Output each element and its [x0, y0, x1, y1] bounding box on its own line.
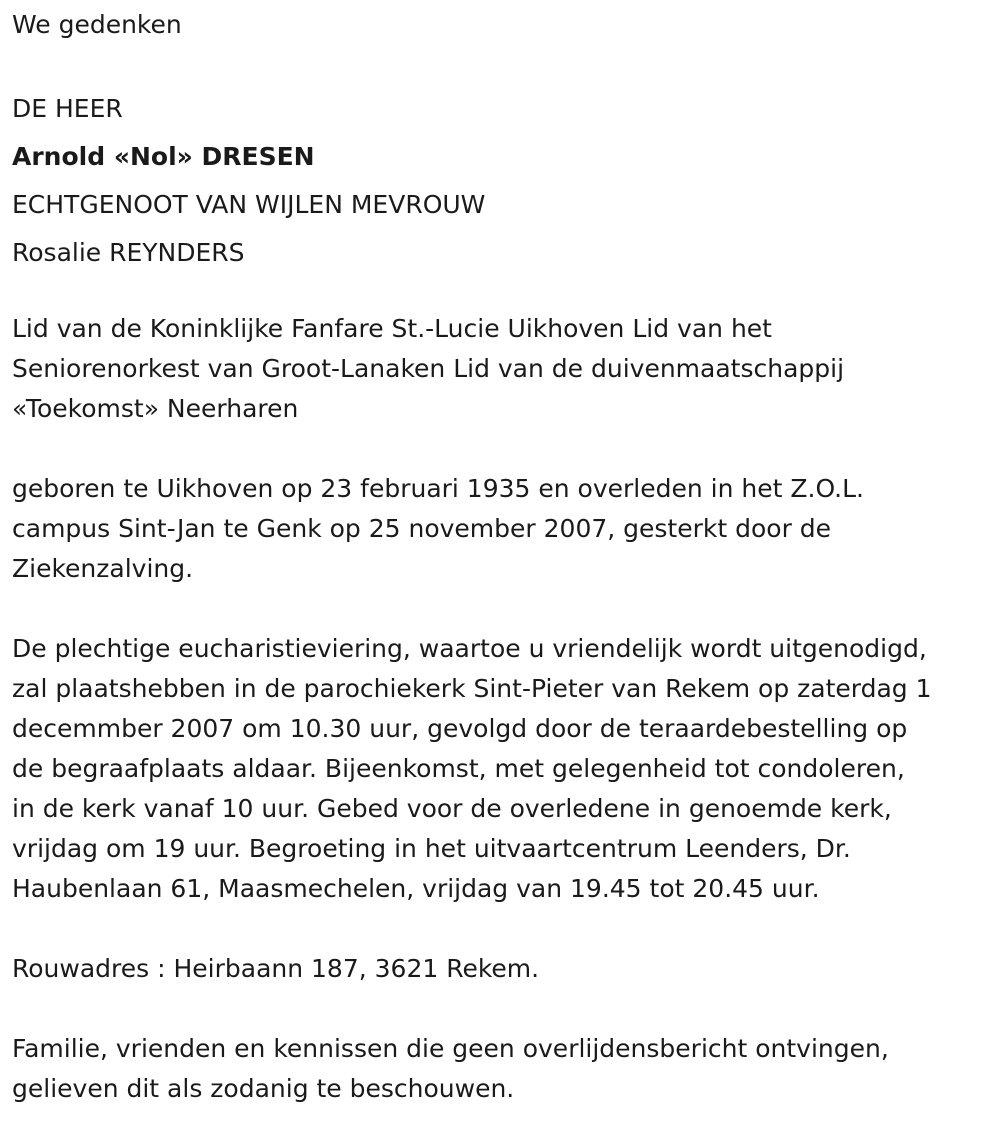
text-line: Haubenlaan 61, Maasmechelen, vrijdag van 19.45 tot 20.45 uur. — [12, 874, 820, 903]
spacer — [12, 909, 988, 949]
spacer — [12, 989, 988, 1029]
intro-text: We gedenken — [12, 10, 182, 39]
text-line: Seniorenorkest van Groot-Lanaken Lid van de duivenmaatschappij — [12, 354, 845, 383]
text-line: Familie, vrienden en kennissen die geen overlijdensbericht ontvingen, — [12, 1034, 889, 1063]
text-line: vrijdag om 19 uur. Begroeting in het uitvaartcentrum Leenders, Dr. — [12, 834, 851, 863]
text-line: in de kerk vanaf 10 uur. Gebed voor de overledene in genoemde kerk, — [12, 794, 892, 823]
closing-paragraph — [12, 1029, 988, 1109]
text-line: De plechtige eucharistieviering, waartoe u vriendelijk wordt uitgenodigd, — [12, 634, 927, 663]
memberships-paragraph — [12, 309, 988, 429]
salutation: DE HEER — [12, 94, 123, 123]
text-line: decemmber 2007 om 10.30 uur, gevolgd door de teraardebestelling op — [12, 714, 908, 743]
spacer — [12, 45, 988, 85]
address-paragraph — [12, 949, 988, 989]
spacer — [12, 277, 988, 309]
spacer — [12, 589, 988, 629]
spouse-title: ECHTGENOOT VAN WIJLEN MEVROUW — [12, 190, 486, 219]
text-line: Ziekenzalving. — [12, 554, 194, 583]
text-line: zal plaatshebben in de parochiekerk Sint-Pieter van Rekem op zaterdag 1 — [12, 674, 932, 703]
text-line: «Toekomst» Neerharen — [12, 394, 299, 423]
text-line: Lid van de Koninklijke Fanfare St.-Lucie Uikhoven Lid van het — [12, 314, 772, 343]
ceremony-paragraph — [12, 629, 988, 909]
text-line: campus Sint-Jan te Genk op 25 november 2007, gesterkt door de — [12, 514, 832, 543]
deceased-name: Arnold «Nol» DRESEN — [12, 142, 315, 171]
text-line: de begraafplaats aldaar. Bijeenkomst, met gelegenheid tot condoleren, — [12, 754, 905, 783]
text-line: geboren te Uikhoven op 23 februari 1935 en overleden in het Z.O.L. — [12, 474, 864, 503]
mourning-address: Rouwadres : Heirbaann 187, 3621 Rekem. — [12, 954, 540, 983]
spouse-name: Rosalie REYNDERS — [12, 238, 245, 267]
text-line: gelieven dit als zodanig te beschouwen. — [12, 1074, 515, 1103]
spacer — [12, 429, 988, 469]
birth-death-paragraph — [12, 469, 988, 589]
